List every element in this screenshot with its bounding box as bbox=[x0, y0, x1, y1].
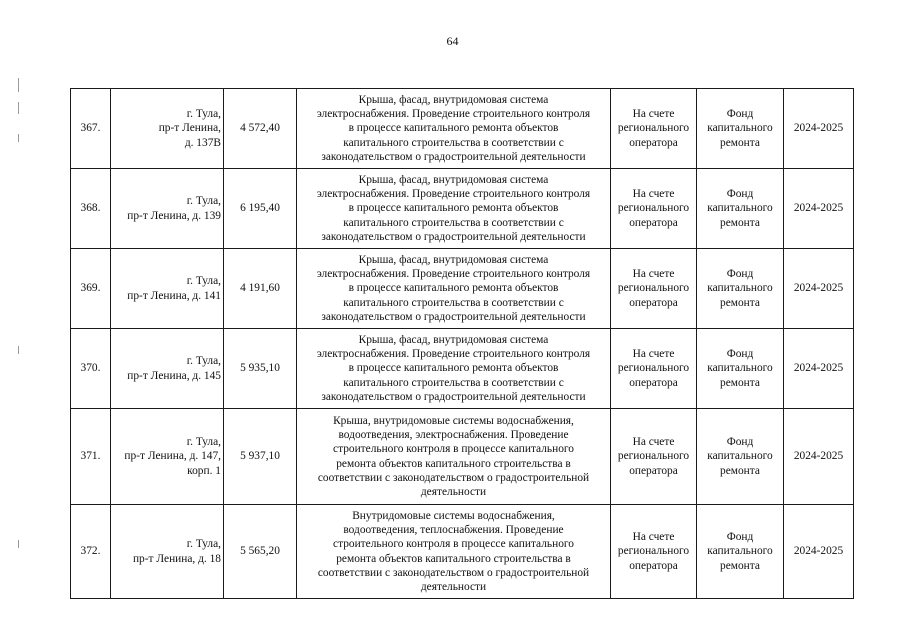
table-row bbox=[71, 409, 854, 505]
fund-line: капитального bbox=[707, 362, 773, 375]
works-line: Внутридомовые системы водоснабжения, bbox=[352, 509, 555, 522]
works-line: водоотведения, теплоснабжения. Проведение bbox=[343, 524, 564, 537]
works-line: строительного контроля в процессе капитального bbox=[333, 443, 574, 456]
account-line: На счете bbox=[632, 531, 675, 544]
period-cell bbox=[784, 409, 854, 505]
period-value: 2024-2025 bbox=[793, 202, 844, 215]
account-line: На счете bbox=[632, 348, 675, 361]
fund-cell bbox=[697, 505, 784, 599]
table-body bbox=[71, 89, 854, 599]
area-cell bbox=[224, 409, 297, 505]
works-line: соответствии с законодательством о градостроительной bbox=[317, 471, 590, 484]
account-line: На счете bbox=[632, 268, 675, 281]
area-value: 5 935,10 bbox=[240, 362, 280, 375]
works-line: деятельности bbox=[420, 580, 487, 593]
address-line: г. Тула, bbox=[186, 195, 221, 208]
account-line: На счете bbox=[632, 108, 675, 121]
fund-line: ремонта bbox=[720, 136, 760, 149]
address-cell bbox=[111, 505, 224, 599]
area-cell bbox=[224, 249, 297, 329]
period-value: 2024-2025 bbox=[793, 362, 844, 375]
fund-line: капитального bbox=[707, 450, 773, 463]
account-line: регионального bbox=[617, 202, 690, 215]
area-value: 5 937,10 bbox=[240, 450, 280, 463]
address-line: г. Тула, bbox=[186, 108, 221, 121]
margin-mark bbox=[18, 346, 19, 354]
account-cell bbox=[611, 89, 697, 169]
works-cell bbox=[297, 169, 611, 249]
works-line: деятельности bbox=[420, 485, 487, 498]
margin-mark bbox=[18, 78, 19, 92]
table-row bbox=[71, 249, 854, 329]
table-row bbox=[71, 329, 854, 409]
fund-line: ремонта bbox=[720, 216, 760, 229]
account-line: оператора bbox=[629, 296, 678, 309]
address-line: пр-т Ленина, bbox=[158, 122, 221, 135]
address-line: пр-т Ленина, д. 145 bbox=[127, 369, 221, 382]
address-line: г. Тула, bbox=[186, 538, 221, 551]
area-cell bbox=[224, 505, 297, 599]
works-line: законодательством о градостроительной деятельности bbox=[321, 230, 586, 243]
works-line: законодательством о градостроительной деятельности bbox=[321, 390, 586, 403]
period-cell bbox=[784, 249, 854, 329]
works-line: законодательством о градостроительной деятельности bbox=[321, 310, 586, 323]
account-cell bbox=[611, 169, 697, 249]
works-line: капитального строительства в соответствии с bbox=[343, 216, 564, 229]
fund-cell bbox=[697, 249, 784, 329]
row-number-cell bbox=[71, 89, 111, 169]
table-row bbox=[71, 169, 854, 249]
works-line: в процессе капитального ремонта объектов bbox=[348, 202, 559, 215]
address-line: пр-т Ленина, д. 18 bbox=[132, 552, 221, 565]
address-line: д. 137В bbox=[184, 136, 221, 149]
fund-line: Фонд bbox=[726, 531, 754, 544]
works-cell bbox=[297, 505, 611, 599]
account-cell bbox=[611, 505, 697, 599]
period-value: 2024-2025 bbox=[793, 282, 844, 295]
address-line: пр-т Ленина, д. 141 bbox=[127, 289, 221, 302]
area-value: 6 195,40 bbox=[240, 202, 280, 215]
account-cell bbox=[611, 249, 697, 329]
account-line: оператора bbox=[629, 464, 678, 477]
address-cell bbox=[111, 249, 224, 329]
address-cell bbox=[111, 409, 224, 505]
works-line: капитального строительства в соответствии с bbox=[343, 136, 564, 149]
area-value: 4 572,40 bbox=[240, 122, 280, 135]
works-cell bbox=[297, 409, 611, 505]
area-value: 5 565,20 bbox=[240, 545, 280, 558]
works-line: капитального строительства в соответствии с bbox=[343, 296, 564, 309]
account-line: На счете bbox=[632, 436, 675, 449]
account-line: оператора bbox=[629, 216, 678, 229]
period-value: 2024-2025 bbox=[793, 450, 844, 463]
fund-line: Фонд bbox=[726, 268, 754, 281]
account-line: регионального bbox=[617, 282, 690, 295]
account-line: оператора bbox=[629, 559, 678, 572]
row-number: 371. bbox=[80, 450, 101, 463]
works-line: соответствии с законодательством о градостроительной bbox=[317, 566, 590, 579]
row-number-cell bbox=[71, 505, 111, 599]
address-line: г. Тула, bbox=[186, 355, 221, 368]
works-line: электроснабжения. Проведение строительного контроля bbox=[316, 268, 591, 281]
works-line: Крыша, фасад, внутридомовая система bbox=[358, 253, 549, 266]
works-line: Крыша, фасад, внутридомовая система bbox=[358, 93, 549, 106]
account-line: регионального bbox=[617, 545, 690, 558]
works-line: в процессе капитального ремонта объектов bbox=[348, 362, 559, 375]
works-cell bbox=[297, 89, 611, 169]
account-cell bbox=[611, 329, 697, 409]
row-number: 367. bbox=[80, 122, 101, 135]
table-row bbox=[71, 505, 854, 599]
fund-line: капитального bbox=[707, 282, 773, 295]
area-cell bbox=[224, 89, 297, 169]
margin-mark bbox=[18, 102, 19, 114]
fund-line: Фонд bbox=[726, 436, 754, 449]
address-cell bbox=[111, 329, 224, 409]
address-cell bbox=[111, 169, 224, 249]
area-cell bbox=[224, 329, 297, 409]
fund-line: Фонд bbox=[726, 188, 754, 201]
address-line: корп. 1 bbox=[187, 464, 221, 477]
works-line: Крыша, фасад, внутридомовая система bbox=[358, 333, 549, 346]
account-cell bbox=[611, 409, 697, 505]
works-line: ремонта объектов капитального строительства в bbox=[336, 457, 571, 470]
works-line: электроснабжения. Проведение строительного контроля bbox=[316, 348, 591, 361]
row-number: 368. bbox=[80, 202, 101, 215]
margin-mark bbox=[18, 134, 19, 142]
row-number-cell bbox=[71, 169, 111, 249]
address-cell bbox=[111, 89, 224, 169]
fund-line: ремонта bbox=[720, 376, 760, 389]
fund-line: Фонд bbox=[726, 348, 754, 361]
page-number: 64 bbox=[446, 34, 459, 48]
margin-mark bbox=[18, 540, 19, 548]
works-cell bbox=[297, 329, 611, 409]
fund-line: ремонта bbox=[720, 559, 760, 572]
account-line: оператора bbox=[629, 136, 678, 149]
period-value: 2024-2025 bbox=[793, 122, 844, 135]
account-line: регионального bbox=[617, 362, 690, 375]
works-line: законодательством о градостроительной деятельности bbox=[321, 150, 586, 163]
table-row bbox=[71, 89, 854, 169]
fund-line: капитального bbox=[707, 122, 773, 135]
fund-line: ремонта bbox=[720, 296, 760, 309]
works-cell bbox=[297, 249, 611, 329]
address-line: пр-т Ленина, д. 139 bbox=[127, 209, 221, 222]
row-number-cell bbox=[71, 409, 111, 505]
works-line: электроснабжения. Проведение строительного контроля bbox=[316, 108, 591, 121]
area-cell bbox=[224, 169, 297, 249]
account-line: регионального bbox=[617, 450, 690, 463]
fund-cell bbox=[697, 329, 784, 409]
period-cell bbox=[784, 89, 854, 169]
period-cell bbox=[784, 329, 854, 409]
period-cell bbox=[784, 169, 854, 249]
works-line: в процессе капитального ремонта объектов bbox=[348, 282, 559, 295]
works-line: Крыша, фасад, внутридомовая система bbox=[358, 173, 549, 186]
row-number: 370. bbox=[80, 362, 101, 375]
account-line: На счете bbox=[632, 188, 675, 201]
fund-cell bbox=[697, 409, 784, 505]
row-number: 369. bbox=[80, 282, 101, 295]
fund-line: капитального bbox=[707, 202, 773, 215]
works-line: ремонта объектов капитального строительства в bbox=[336, 552, 571, 565]
fund-line: ремонта bbox=[720, 464, 760, 477]
address-line: пр-т Ленина, д. 147, bbox=[124, 450, 221, 463]
fund-line: Фонд bbox=[726, 108, 754, 121]
works-line: Крыша, внутридомовые системы водоснабжения, bbox=[333, 414, 574, 427]
works-line: строительного контроля в процессе капитального bbox=[333, 538, 574, 551]
period-value: 2024-2025 bbox=[793, 545, 844, 558]
works-table bbox=[70, 88, 854, 599]
address-line: г. Тула, bbox=[186, 275, 221, 288]
account-line: регионального bbox=[617, 122, 690, 135]
fund-cell bbox=[697, 89, 784, 169]
works-line: электроснабжения. Проведение строительного контроля bbox=[316, 188, 591, 201]
fund-line: капитального bbox=[707, 545, 773, 558]
works-line: в процессе капитального ремонта объектов bbox=[348, 122, 559, 135]
account-line: оператора bbox=[629, 376, 678, 389]
works-line: водоотведения, электроснабжения. Проведение bbox=[338, 429, 569, 442]
row-number-cell bbox=[71, 249, 111, 329]
period-cell bbox=[784, 505, 854, 599]
area-value: 4 191,60 bbox=[240, 282, 280, 295]
fund-cell bbox=[697, 169, 784, 249]
works-line: капитального строительства в соответствии с bbox=[343, 376, 564, 389]
row-number-cell bbox=[71, 329, 111, 409]
address-line: г. Тула, bbox=[186, 436, 221, 449]
row-number: 372. bbox=[80, 545, 101, 558]
